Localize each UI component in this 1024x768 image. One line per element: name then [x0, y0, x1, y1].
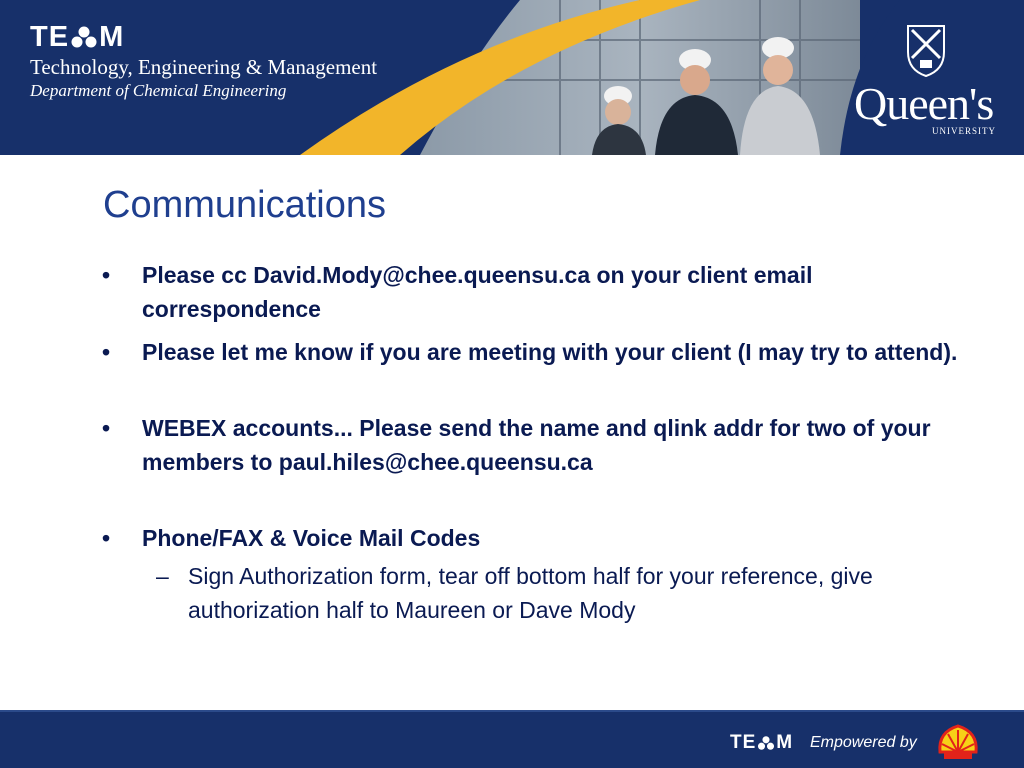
queens-wordmark: Queen's	[854, 78, 994, 129]
bullet-marker: •	[102, 525, 111, 551]
team-logo	[30, 20, 377, 54]
bullet-text: Please let me know if you are meeting with your client (I may try to attend).	[142, 339, 958, 365]
bullet-marker: •	[102, 415, 111, 441]
bullet-marker: •	[102, 339, 111, 365]
sub-bullet-text: Sign Authorization form, tear off bottom half for your reference, give authorization half to Maureen or Dave Mody	[188, 563, 873, 623]
bullet-item	[100, 411, 980, 479]
team-logo-left: TE	[30, 21, 70, 53]
bullet-list	[100, 258, 980, 627]
footer-tagline: Empowered by	[810, 734, 917, 751]
brand-name: Technology, Engineering & Management	[30, 55, 378, 79]
bullet-item	[100, 521, 980, 555]
slide-title: Communications	[103, 184, 386, 226]
shell-logo-icon	[936, 722, 980, 762]
crest-icon	[904, 22, 948, 78]
bullet-text: WEBEX accounts... Please send the name and qlink addr for two of your members to paul.hiles@chee.queensu.ca	[142, 415, 931, 475]
brand-department: Department of Chemical Engineering	[30, 81, 287, 100]
team-brand	[30, 20, 377, 102]
bullet-marker: •	[102, 262, 111, 288]
university-label: UNIVERSITY	[932, 126, 996, 136]
footer-logo-right: M	[776, 732, 794, 753]
bullet-item	[100, 335, 980, 369]
trefoil-icon	[70, 25, 98, 49]
bullet-item	[100, 258, 980, 326]
footer-bar	[0, 710, 1024, 768]
sub-bullet-item	[100, 559, 980, 627]
trefoil-icon	[757, 735, 775, 751]
queens-university-logo	[854, 22, 1014, 142]
bullet-text: Phone/FAX & Voice Mail Codes	[142, 525, 481, 551]
header-banner	[0, 0, 1024, 155]
footer-team-logo	[730, 732, 793, 754]
footer-logo-left: TE	[730, 732, 757, 753]
bullet-text: Please cc David.Mody@chee.queensu.ca on your client email correspondence	[142, 262, 813, 322]
team-logo-right: M	[99, 21, 125, 53]
sub-bullet-marker: –	[156, 563, 169, 589]
